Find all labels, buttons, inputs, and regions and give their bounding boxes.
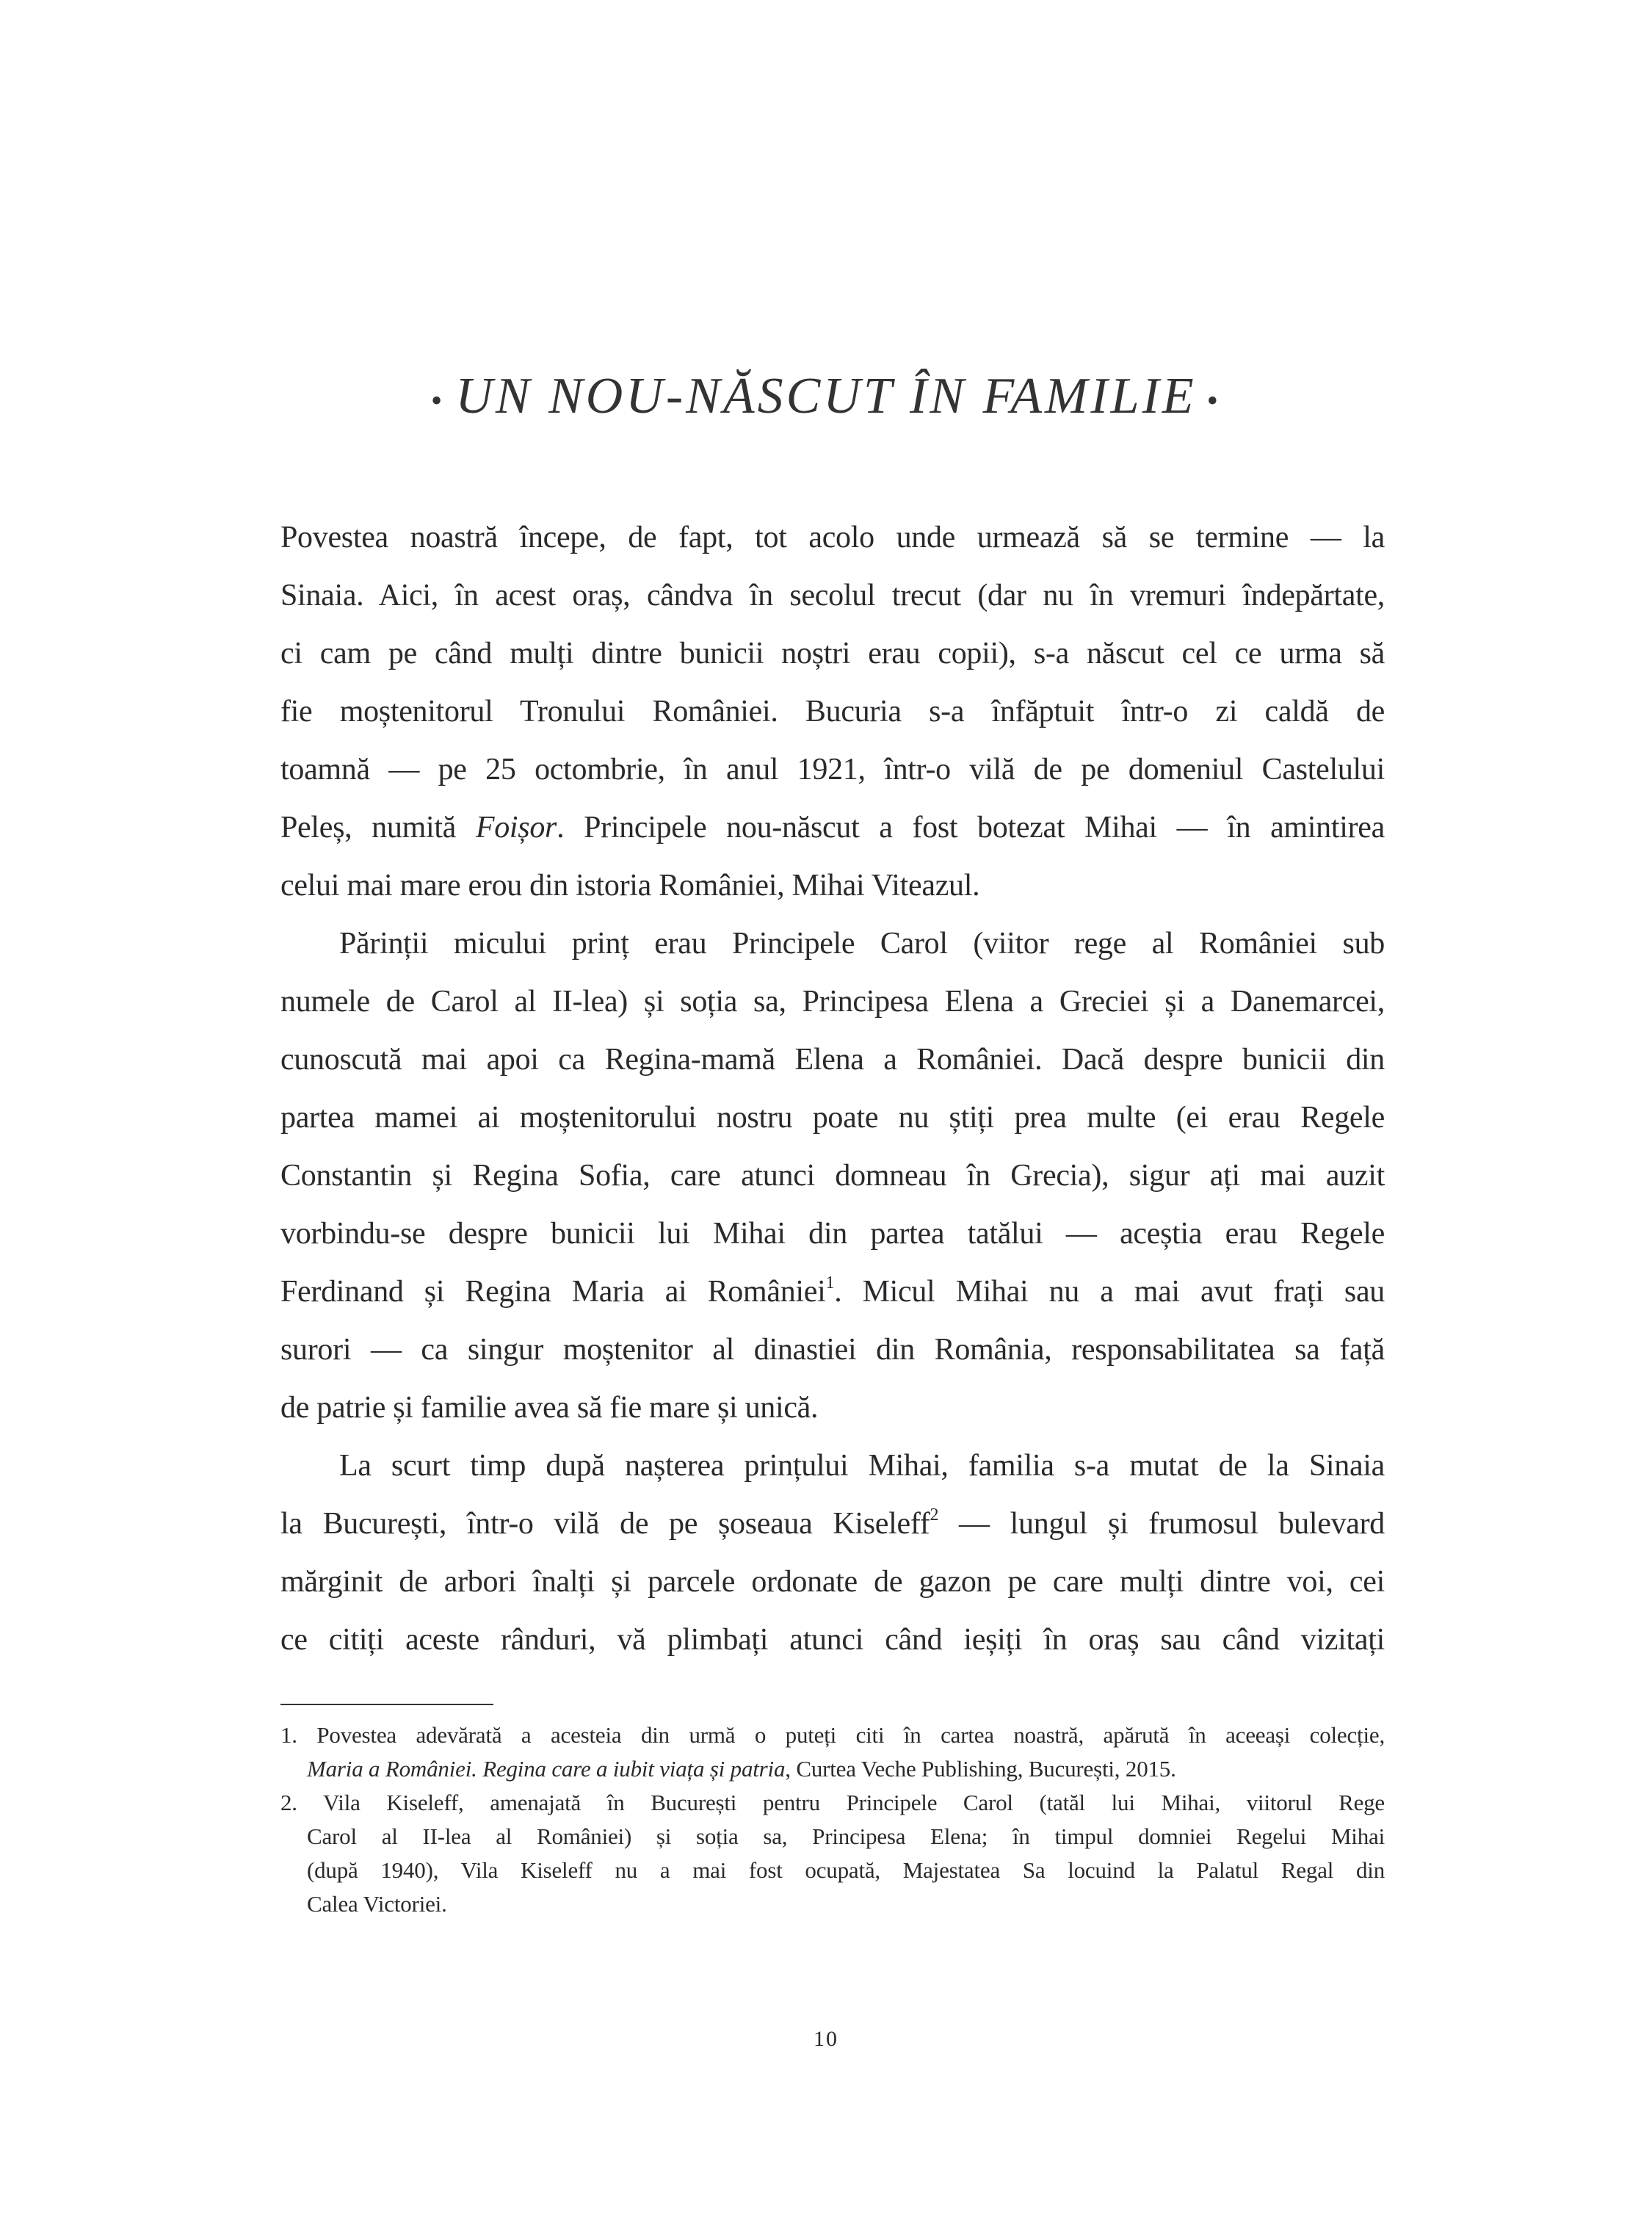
footnote — [280, 1718, 1385, 1786]
text-run: numele de Carol al II-lea) și soția sa, Principesa Elena a Greciei și a Danemarcei, — [280, 985, 1385, 1019]
text-line — [280, 1379, 1385, 1437]
text-run: Peleș, numită — [280, 811, 476, 845]
text-run: La scurt timp după nașterea prințului Mihai, familia s-a mutat de la Sinaia — [339, 1449, 1385, 1483]
title-bullet-right: • — [1206, 383, 1222, 419]
text-run: celui mai mare erou din istoria României, Mihai Viteazul. — [280, 869, 980, 903]
text-line — [280, 1437, 1385, 1495]
text-run: fie moștenitorul Tronului României. Bucuria s-a înfăptuit într-o zi caldă de — [280, 695, 1385, 728]
text-line — [280, 1031, 1385, 1089]
footnote-line — [280, 1887, 1385, 1921]
footnote-reference[interactable]: 2 — [930, 1505, 939, 1525]
text-line — [280, 973, 1385, 1031]
footnote — [280, 1786, 1385, 1921]
text-line — [280, 625, 1385, 683]
text-line — [280, 1553, 1385, 1611]
footnote-line — [280, 1854, 1385, 1887]
text-run: partea mamei ai moștenitorului nostru poate nu știți prea multe (ei erau Regele — [280, 1101, 1385, 1135]
text-run: Părinții micului prinț erau Principele Carol (viitor rege al României sub — [339, 927, 1385, 961]
text-run: (după 1940), Vila Kiseleff nu a mai fost ocupată, Majestatea Sa locuind la Palatul Regal din — [307, 1857, 1385, 1883]
title-bullet-left: • — [430, 383, 446, 419]
text-line — [280, 1089, 1385, 1147]
text-line — [280, 915, 1385, 973]
text-run: vorbindu-se despre bunicii lui Mihai din partea tatălui — aceștia erau Regele — [280, 1217, 1385, 1251]
text-run: toamnă — pe 25 octombrie, în anul 1921, într-o vilă de pe domeniul Castelului — [280, 753, 1385, 787]
text-run: mărginit de arbori înalți și parcele ordonate de gazon pe care mulți dintre voi, cei — [280, 1565, 1385, 1599]
text-run: . Principele nou-născut a fost botezat Mihai — în amintirea — [557, 811, 1385, 845]
footnote-line — [280, 1718, 1385, 1752]
footnote-line — [280, 1786, 1385, 1820]
text-run: Calea Victoriei. — [307, 1891, 447, 1917]
chapter-title-text: UN NOU-NĂSCUT ÎN FAMILIE — [455, 368, 1197, 424]
text-line — [280, 1321, 1385, 1379]
text-line — [280, 1147, 1385, 1205]
chapter-title — [0, 367, 1652, 426]
text-line — [280, 1263, 1385, 1321]
text-line — [280, 567, 1385, 625]
paragraph — [280, 1437, 1385, 1669]
footnote-reference[interactable]: 1 — [825, 1273, 835, 1292]
text-run: Constantin și Regina Sofia, care atunci domneau în Grecia), sigur ați mai auzit — [280, 1159, 1385, 1193]
text-line — [280, 857, 1385, 915]
text-run: cunoscută mai apoi ca Regina-mamă Elena a României. Dacă despre bunicii din — [280, 1043, 1385, 1077]
text-run: 1. Povestea adevărată a acesteia din urmă o puteți citi în cartea noastră, apărută în aceeași colecție, — [280, 1722, 1385, 1748]
text-run: . Micul Mihai nu a mai avut frați sau — [834, 1275, 1385, 1309]
body-text — [280, 509, 1385, 1669]
text-run: de patrie și familie avea să fie mare și unică. — [280, 1391, 819, 1425]
italic-text: Maria a României. Regina care a iubit viața și patria — [307, 1756, 786, 1782]
paragraph — [280, 915, 1385, 1437]
text-run: 2. Vila Kiseleff, amenajată în București pentru Principele Carol (tatăl lui Mihai, viitorul Rege — [280, 1790, 1385, 1815]
paragraph — [280, 509, 1385, 915]
text-run: la București, într-o vilă de pe șoseaua Kiseleff — [280, 1507, 930, 1541]
text-run: surori — ca singur moștenitor al dinastiei din România, responsabilitatea sa față — [280, 1333, 1385, 1367]
text-run: Carol al II-lea al României) și soția sa, Principesa Elena; în timpul domniei Regelui Mihai — [307, 1823, 1385, 1849]
text-run: Ferdinand și Regina Maria ai României — [280, 1275, 826, 1309]
footnote-line — [280, 1752, 1385, 1786]
text-run: , Curtea Veche Publishing, București, 2015. — [785, 1756, 1176, 1782]
footnotes — [280, 1718, 1385, 1921]
text-run: — lungul și frumosul bulevard — [938, 1507, 1385, 1541]
text-line — [280, 799, 1385, 857]
text-line — [280, 509, 1385, 567]
text-run: ci cam pe când mulți dintre bunicii noștri erau copii), s-a născut cel ce urma să — [280, 637, 1385, 670]
page-number: 10 — [814, 2027, 838, 2051]
text-line — [280, 683, 1385, 741]
footnote-divider — [280, 1704, 493, 1705]
text-line — [280, 1495, 1385, 1553]
text-line — [280, 1611, 1385, 1669]
text-line — [280, 1205, 1385, 1263]
footnote-line — [280, 1820, 1385, 1854]
text-line — [280, 741, 1385, 799]
italic-text: Foișor — [475, 811, 557, 845]
text-run: ce citiți aceste rânduri, vă plimbați atunci când ieșiți în oraș sau când vizitați — [280, 1623, 1385, 1657]
text-run: Povestea noastră începe, de fapt, tot acolo unde urmează să se termine — la — [280, 521, 1385, 554]
text-run: Sinaia. Aici, în acest oraș, cândva în secolul trecut (dar nu în vremuri îndepărtate, — [280, 579, 1385, 612]
